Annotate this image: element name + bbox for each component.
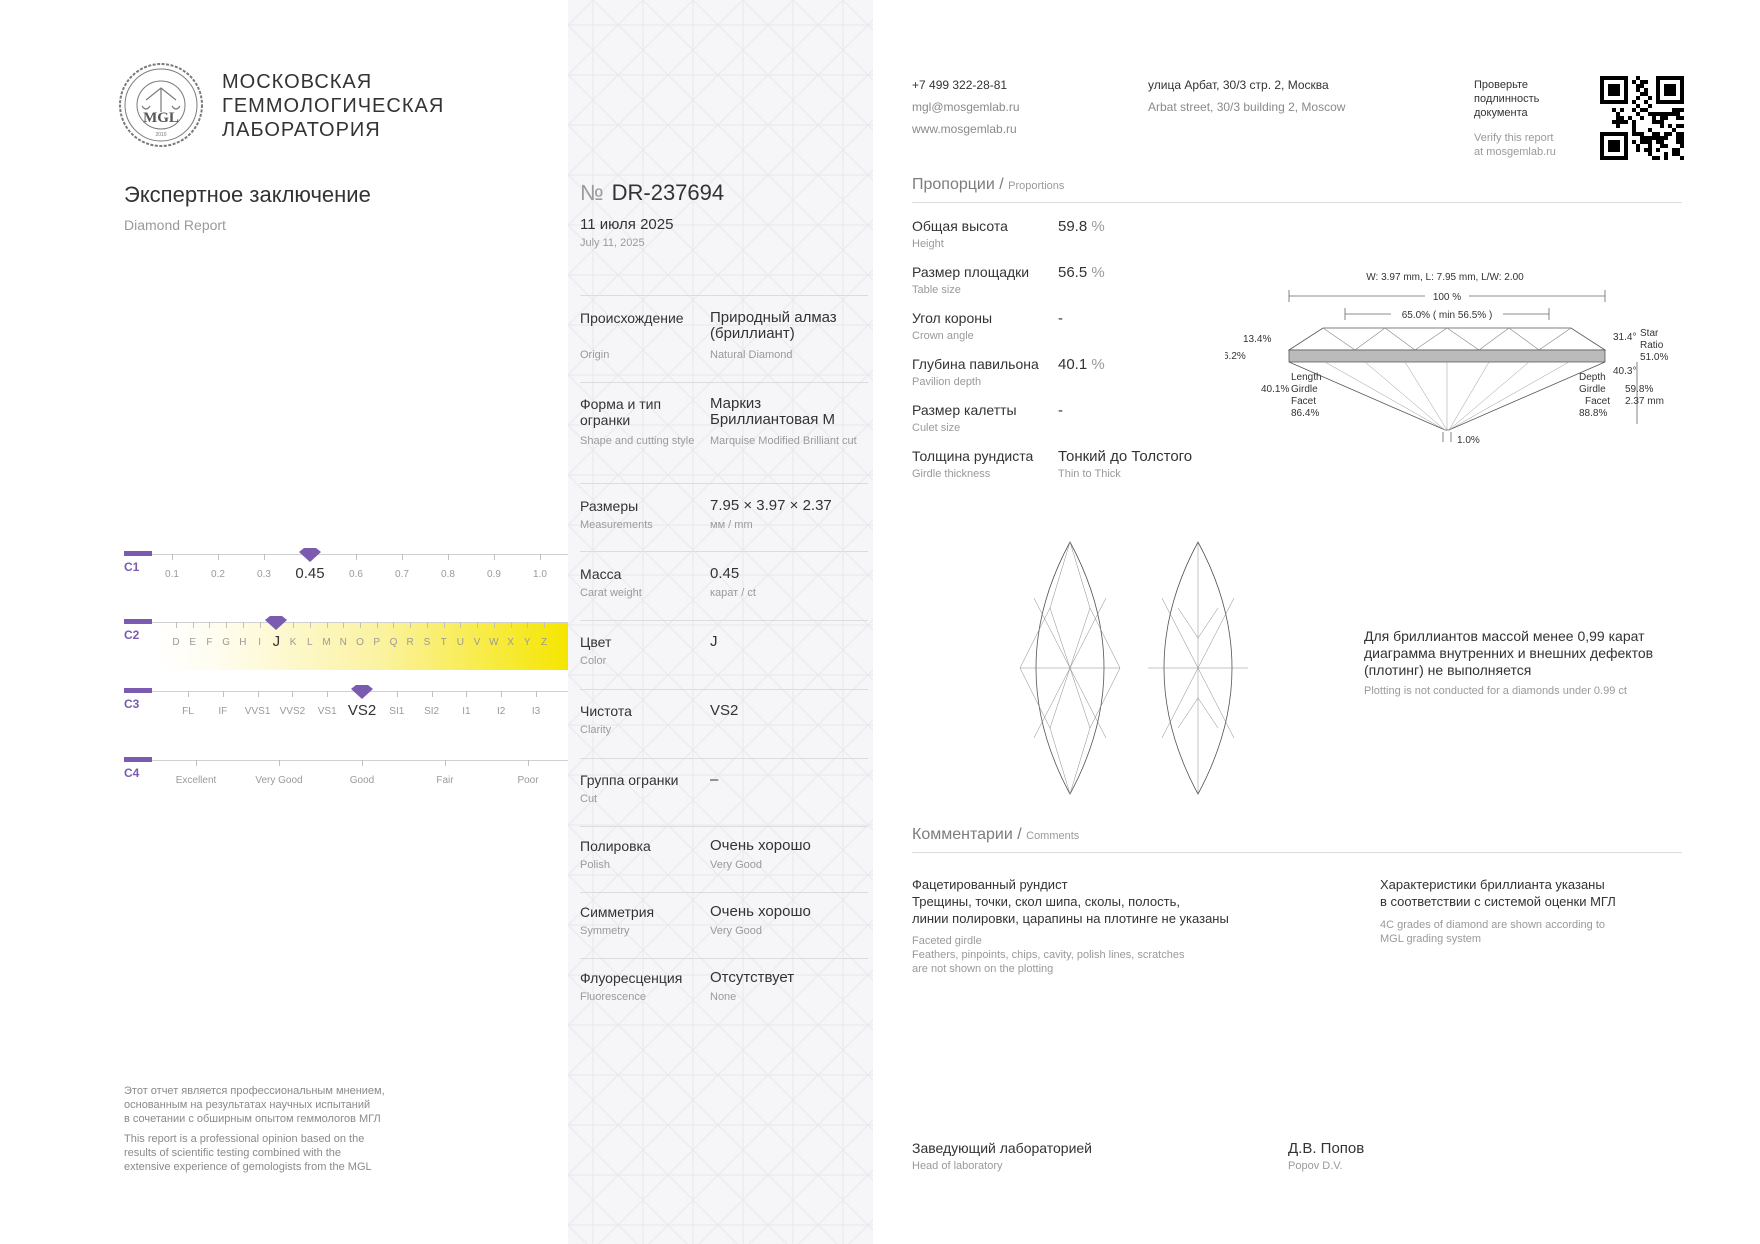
number-prefix: № [580, 180, 604, 205]
diamond-marker-icon [299, 548, 321, 562]
scale-tick-label: 0.9 [487, 569, 501, 580]
scale-tick [544, 622, 545, 628]
scale-tick-label: V [473, 637, 481, 648]
scale-tick [477, 622, 478, 628]
separator [580, 826, 868, 827]
scale-tick [292, 691, 293, 697]
signature-title-en: Head of laboratory [912, 1160, 1003, 1172]
scale-tick-label: I2 [497, 706, 506, 717]
scale-tick-label: 0.3 [257, 569, 271, 580]
plotting-diagram [1010, 538, 1270, 798]
separator [580, 892, 868, 893]
svg-text:6.2%: 6.2% [1225, 351, 1246, 362]
scale-tick-label: 0.8 [441, 569, 455, 580]
svg-text:Star: Star [1640, 328, 1659, 339]
scale-tick-label: 0.6 [349, 569, 363, 580]
scale-tick [258, 691, 259, 697]
scale-tick-label: N [339, 637, 347, 648]
scale-tick-label: 0.7 [395, 569, 409, 580]
scale-tick-label: SI2 [424, 706, 440, 717]
scale-tick [327, 622, 328, 628]
scale-tick [536, 691, 537, 697]
comments-title: Комментарии / Comments [912, 826, 1080, 843]
scale-tick [410, 622, 411, 628]
scale-tick-label: I3 [531, 706, 541, 717]
number-value: DR-237694 [611, 180, 725, 205]
scale-tick-label: P [373, 637, 381, 648]
disclaimer: Этот отчет является профессиональным мнением, основанным на результатах научных испытаний в сочетании с обширным опытом геммологов МГЛ [124, 1085, 385, 1125]
scale-tick [209, 622, 210, 628]
scale-label: C2 [124, 628, 140, 642]
scale-tick-label: T [440, 637, 447, 648]
scale-tick [293, 622, 294, 628]
signatory-name-en: Popov D.V. [1288, 1160, 1343, 1172]
scale-tick-label: Z [540, 637, 548, 648]
scale-tick-label: H [239, 637, 247, 648]
scale-tick-label: Excellent [175, 775, 217, 786]
svg-text:86.4%: 86.4% [1291, 408, 1320, 419]
scale-tick [427, 622, 428, 628]
disclaimer-en: This report is a professional opinion based on the results of scientific testing combined with the extensive experience of gemologists from the MGL [124, 1133, 372, 1173]
scale-selected-label: VS2 [347, 702, 377, 719]
diamond-marker-icon [351, 685, 373, 699]
svg-text:13.4%: 13.4% [1243, 334, 1272, 345]
separator [580, 295, 868, 296]
scale-tick [494, 622, 495, 628]
scale-tick-label: Poor [517, 775, 539, 786]
scale-tick-label: Q [389, 637, 398, 648]
scale-tick [511, 622, 512, 628]
comment-right: Характеристики бриллианта указаны в соответствии с системой оценки МГЛ [1380, 877, 1616, 909]
seal-text: MGL [143, 110, 179, 126]
comment-left: Фацетированный рундист Трещины, точки, скол шипа, сколы, полость, линии полировки, царапины на плотинге не указаны [912, 877, 1229, 926]
scale-accent-bar [124, 757, 152, 762]
scale-tick-label: X [507, 637, 514, 648]
scale-tick [466, 691, 467, 697]
scale-tick-label: K [289, 637, 297, 648]
scale-tick-label: Very Good [255, 775, 303, 786]
svg-text:31.4°: 31.4° [1613, 332, 1637, 343]
cut-scale [124, 757, 568, 787]
scale-tick [402, 554, 403, 560]
comment-right-en: 4C grades of diamond are shown according to MGL grading system [1380, 919, 1606, 945]
scale-tick-label: R [406, 637, 414, 648]
proportions-divider [912, 202, 1682, 203]
scale-selected-label: J [272, 633, 281, 650]
scale-tick [360, 622, 361, 628]
scale-selected-label: 0.45 [295, 565, 325, 582]
scale-label: C1 [124, 560, 140, 574]
scale-tick-label: 0.1 [165, 569, 179, 580]
plotting-note-en: Plotting is not conducted for a diamonds under 0.99 ct [1364, 685, 1627, 697]
svg-text:65.0% ( min 56.5% ): 65.0% ( min 56.5% ) [1401, 310, 1493, 321]
contact-email[interactable]: mgl@mosgemlab.ru [912, 100, 1020, 114]
scale-tick [444, 622, 445, 628]
svg-text:40.1%: 40.1% [1261, 384, 1290, 395]
svg-text:100 %: 100 % [1432, 292, 1462, 303]
scale-tick-label: 0.2 [211, 569, 225, 580]
report-number [580, 180, 724, 206]
scale-tick [343, 622, 344, 628]
scale-tick [448, 554, 449, 560]
separator [580, 483, 868, 484]
scale-tick-label: U [456, 637, 464, 648]
svg-text:Ratio: Ratio [1640, 340, 1664, 351]
color-scale [124, 619, 568, 669]
scale-tick [223, 691, 224, 697]
svg-text:1.0%: 1.0% [1457, 435, 1480, 446]
separator [580, 620, 868, 621]
report-title: Экспертное заключение [124, 182, 371, 207]
scale-accent-bar [124, 688, 152, 693]
scale-tick [377, 622, 378, 628]
scale-tick-label: Fair [436, 775, 454, 786]
scale-tick-label: VVS2 [279, 706, 306, 717]
scale-tick-label: L [307, 637, 313, 648]
comments-divider [912, 852, 1682, 853]
scale-tick [172, 554, 173, 560]
svg-text:W: 3.97 mm, L: 7.95 mm, L/W: 2: W: 3.97 mm, L: 7.95 mm, L/W: 2.00 [1366, 272, 1524, 283]
separator [580, 958, 868, 959]
scale-tick [528, 760, 529, 766]
scale-tick-label: G [222, 637, 231, 648]
verify-ru: Проверьте подлинность документа [1474, 79, 1540, 119]
report-date: 11 июля 2025 [580, 216, 674, 233]
address-en: Arbat street, 30/3 building 2, Moscow [1148, 100, 1346, 114]
svg-text:Facet: Facet [1585, 396, 1611, 407]
proportions-diagram [1225, 262, 1685, 452]
svg-text:51.0%: 51.0% [1640, 352, 1669, 363]
scale-tick-label: O [356, 637, 364, 648]
scale-tick [310, 622, 311, 628]
separator [580, 382, 868, 383]
scale-accent-bar [124, 551, 152, 556]
signature-title: Заведующий лабораторией [912, 1140, 1092, 1156]
scale-tick [432, 691, 433, 697]
comment-left-en: Faceted girdle Feathers, pinpoints, chips, cavity, polish lines, scratches are not shown on the plotting [912, 935, 1185, 975]
scale-tick [193, 622, 194, 628]
scale-tick [362, 760, 363, 766]
scale-tick-label: IF [218, 706, 228, 717]
separator [580, 689, 868, 690]
qr-code-icon[interactable] [1600, 76, 1684, 160]
separator [580, 758, 868, 759]
scale-tick-label: VVS1 [244, 706, 271, 717]
scale-tick [327, 691, 328, 697]
scale-tick-label: S [423, 637, 431, 648]
scale-tick-label: FL [182, 706, 194, 717]
scale-tick [397, 691, 398, 697]
scale-tick-label: I [258, 637, 262, 648]
scale-tick [279, 760, 280, 766]
diamond-marker-icon [265, 616, 287, 630]
address-ru: улица Арбат, 30/3 стр. 2, Москва [1148, 78, 1329, 92]
scale-tick [264, 554, 265, 560]
scale-tick-label: VS1 [317, 706, 337, 717]
contact-phone: +7 499 322-28-81 [912, 78, 1008, 92]
svg-text:40.3°: 40.3° [1613, 366, 1637, 377]
scale-label: C4 [124, 766, 140, 780]
scale-tick [494, 554, 495, 560]
scale-tick-label: F [206, 637, 213, 648]
scale-tick-label: I1 [462, 706, 471, 717]
svg-text:88.8%: 88.8% [1579, 408, 1608, 419]
scale-tick [188, 691, 189, 697]
carat-scale [124, 551, 568, 581]
svg-text:2010: 2010 [155, 132, 167, 138]
scale-tick [540, 554, 541, 560]
scale-tick-label: Y [523, 637, 531, 648]
scale-tick [176, 622, 177, 628]
scale-tick-label: D [172, 637, 180, 648]
scale-tick-label: E [189, 637, 197, 648]
contact-website[interactable]: www.mosgemlab.ru [912, 122, 1017, 136]
scale-tick-label: SI1 [389, 706, 405, 717]
scale-tick [393, 622, 394, 628]
clarity-scale [124, 688, 568, 718]
scale-tick [460, 622, 461, 628]
scale-tick [356, 554, 357, 560]
svg-text:Facet: Facet [1291, 396, 1317, 407]
lab-seal [118, 62, 204, 148]
scale-tick [445, 760, 446, 766]
scale-tick [243, 622, 244, 628]
scale-label: C3 [124, 697, 140, 711]
scale-tick-label: 1.0 [533, 569, 547, 580]
plotting-note: Для бриллиантов массой менее 0,99 карат диаграмма внутренних и внешних дефектов (плотинг) не выполняется [1364, 628, 1654, 678]
scale-tick [196, 760, 197, 766]
lab-name: МОСКОВСКАЯ ГЕММОЛОГИЧЕСКАЯ ЛАБОРАТОРИЯ [222, 71, 445, 141]
svg-text:59.8%: 59.8% [1625, 384, 1654, 395]
scale-tick-label: W [489, 637, 499, 648]
svg-text:Length: Length [1291, 372, 1322, 383]
scale-tick [501, 691, 502, 697]
scale-tick [226, 622, 227, 628]
svg-text:Girdle: Girdle [1291, 384, 1318, 395]
signatory-name: Д.В. Попов [1288, 1140, 1365, 1157]
scale-tick-label: M [322, 637, 331, 648]
scale-tick [218, 554, 219, 560]
report-subtitle: Diamond Report [124, 217, 226, 233]
report-date-en: July 11, 2025 [580, 237, 645, 249]
scale-tick-label: Good [349, 775, 375, 786]
proportions-title: Пропорции / Proportions [912, 176, 1065, 193]
separator [580, 551, 868, 552]
svg-text:2.37 mm: 2.37 mm [1625, 396, 1664, 407]
verify-en: Verify this report at mosgemlab.ru [1474, 132, 1556, 158]
svg-text:Girdle: Girdle [1579, 384, 1606, 395]
scale-tick [260, 622, 261, 628]
scale-tick [527, 622, 528, 628]
scale-accent-bar [124, 619, 152, 624]
svg-text:Depth: Depth [1579, 372, 1606, 383]
